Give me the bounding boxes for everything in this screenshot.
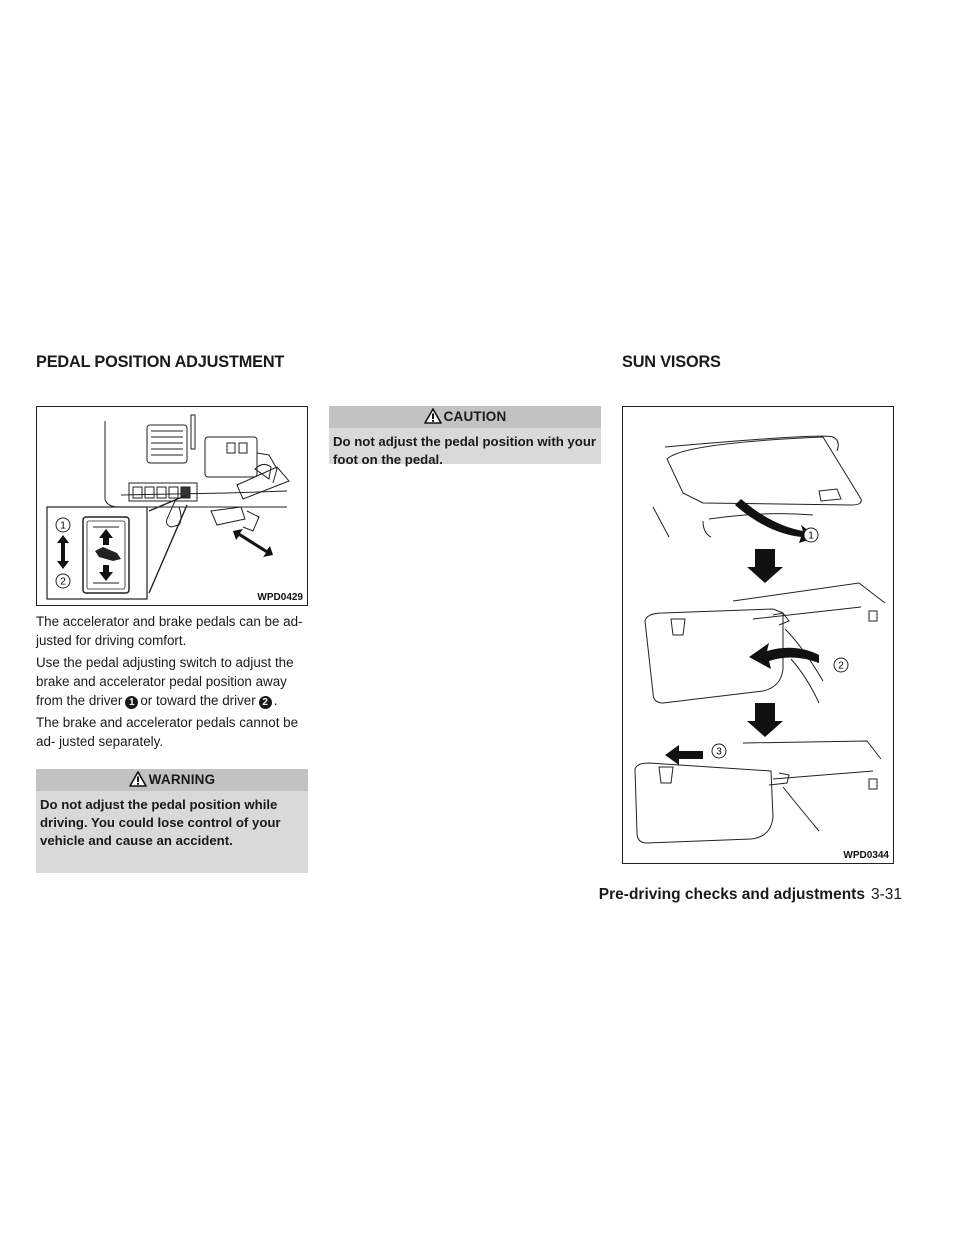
figure-code-visor: WPD0344	[843, 850, 889, 861]
paragraph-pedal-intro: The accelerator and brake pedals can be ad- justed for driving comfort.	[36, 614, 303, 648]
paragraph-pedal-switch: Use the pedal adjusting switch to adjust the brake and accelerator pedal position away from the driver 1 or toward the driver 2 .	[36, 655, 294, 708]
visor-callout-3: 3	[716, 746, 722, 758]
caution-icon	[424, 408, 442, 424]
heading-sun-visors: SUN VISORS	[622, 352, 721, 371]
sun-visor-illustration	[623, 407, 893, 863]
warning-title: WARNING	[148, 772, 216, 787]
paragraph-pedal-separate: The brake and accelerator pedals cannot be ad- justed separately.	[36, 715, 299, 749]
warning-text: Do not adjust the pedal position while driving. You could lose control of your vehicle and cause an accident.	[40, 797, 281, 848]
page-number: 3-31	[870, 886, 902, 903]
callout-1: 1	[60, 520, 66, 532]
warning-box	[36, 769, 308, 873]
pedal-adjust-figure	[36, 406, 308, 606]
visor-callout-2: 2	[838, 660, 844, 672]
warning-icon	[129, 771, 147, 787]
pedal-illustration	[37, 407, 307, 605]
sun-visor-figure	[622, 406, 894, 864]
callout-2: 2	[60, 576, 66, 588]
footer-section: Pre-driving checks and adjustments	[598, 886, 865, 903]
page-footer	[599, 886, 902, 904]
heading-pedal-position-adjustment: PEDAL POSITION ADJUSTMENT	[36, 352, 285, 371]
inline-callout-2: 2	[259, 696, 272, 709]
caution-text: Do not adjust the pedal position with your foot on the pedal.	[333, 434, 597, 467]
inline-callout-1: 1	[125, 696, 138, 709]
figure-code: WPD0429	[257, 592, 303, 603]
visor-callout-1: 1	[808, 530, 814, 542]
caution-title: CAUTION	[443, 409, 507, 424]
caution-box	[329, 406, 601, 467]
